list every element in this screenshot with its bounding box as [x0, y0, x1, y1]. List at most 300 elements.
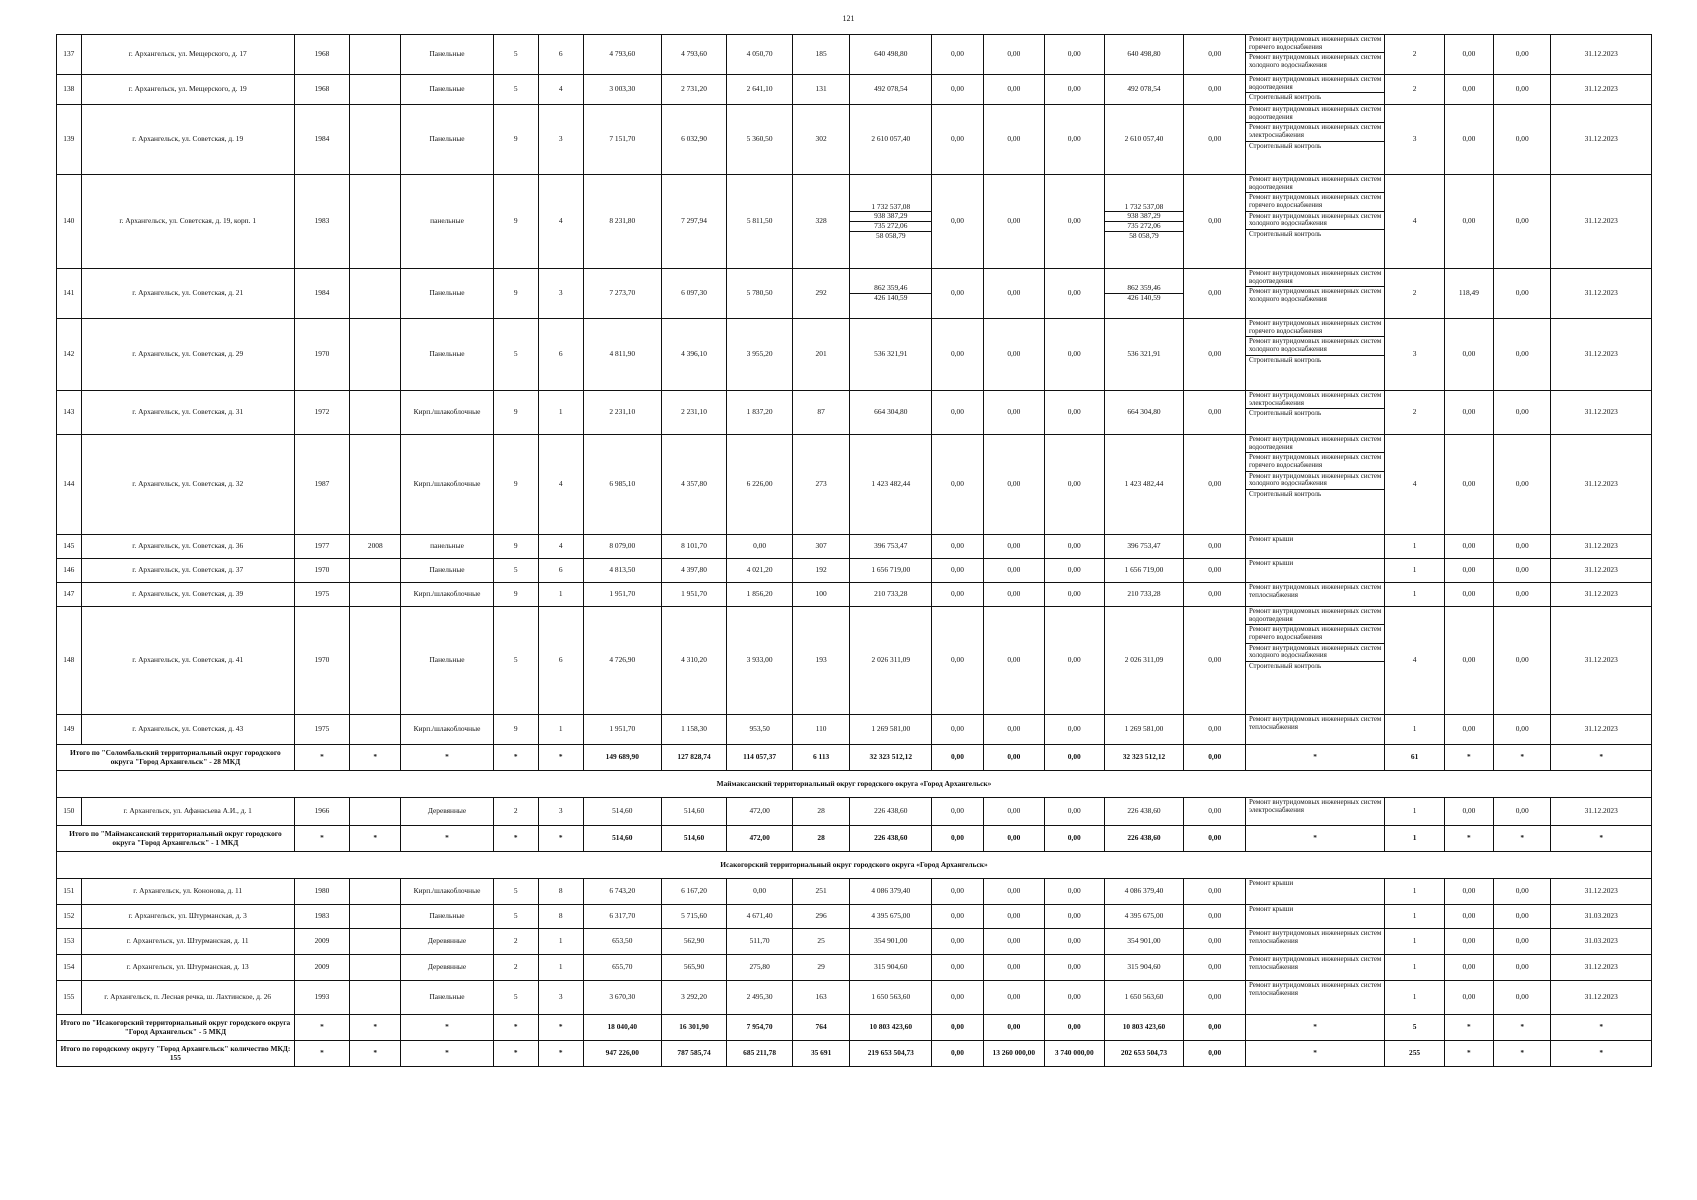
total-regional: 0,00 — [983, 745, 1045, 771]
entrances: 4 — [538, 535, 583, 559]
work-count: 2 — [1385, 35, 1444, 75]
total-label: Итого по "Соломбальский территориальный округ городского округа "Город Архангельск" - 28 МКД — [57, 745, 295, 771]
work-types: Ремонт внутридомовых инженерных систем горячего водоснабжения Ремонт внутридомовых инженерных систем холодного водоснабжения Строительный контроль — [1245, 319, 1384, 391]
other-funds: 0,00 — [1184, 175, 1246, 269]
unit-cost: 0,00 — [1444, 435, 1493, 535]
total-area: 7 273,70 — [583, 269, 661, 319]
wall-material: Панельные — [401, 607, 493, 715]
total-area: 7 151,70 — [583, 105, 661, 175]
row-number: 139 — [57, 105, 82, 175]
address: г. Архангельск, ул. Советская, д. 41 — [81, 607, 294, 715]
wall-material: Кирп./шлакоблочные — [401, 879, 493, 905]
build-year: 1984 — [294, 269, 349, 319]
residents: 100 — [792, 583, 849, 607]
last-repair-year — [350, 879, 401, 905]
floors: 5 — [493, 879, 538, 905]
regional-budget: 0,00 — [983, 905, 1045, 929]
work-types: Ремонт внутридомовых инженерных систем теплоснабжения — [1245, 929, 1384, 955]
owners-funds: 4 395 675,00 — [1104, 905, 1184, 929]
total-area: 947 226,00 — [583, 1041, 661, 1067]
residential-area: 5 780,50 — [727, 269, 793, 319]
unit-cost: 0,00 — [1444, 798, 1493, 826]
entrances: 4 — [538, 75, 583, 105]
total-placeholder: * — [493, 745, 538, 771]
total-local: 0,00 — [1045, 826, 1104, 852]
table-row — [57, 35, 1652, 75]
regional-budget: 0,00 — [983, 435, 1045, 535]
row-number: 149 — [57, 715, 82, 745]
wall-material: Панельные — [401, 905, 493, 929]
build-year: 1975 — [294, 715, 349, 745]
total-residential-area: 7 954,70 — [727, 1015, 793, 1041]
local-budget: 0,00 — [1045, 75, 1104, 105]
work-types: Ремонт внутридомовых инженерных систем водоотведения Ремонт внутридомовых инженерных систем холодного водоснабжения — [1245, 269, 1384, 319]
local-budget: 0,00 — [1045, 391, 1104, 435]
unit-cost: 0,00 — [1444, 715, 1493, 745]
total-placeholder: * — [294, 826, 349, 852]
unit-cost: 0,00 — [1444, 105, 1493, 175]
total-area: 4 813,50 — [583, 559, 661, 583]
row-number: 138 — [57, 75, 82, 105]
repair-cost: 1 732 537,08 938 387,29 735 272,06 58 058,79 — [850, 175, 932, 269]
total-placeholder: * — [1551, 826, 1652, 852]
unit-cost: 0,00 — [1444, 35, 1493, 75]
total-placeholder: * — [294, 745, 349, 771]
total-premises-area: 787 585,74 — [661, 1041, 727, 1067]
address: г. Архангельск, ул. Штурманская, д. 11 — [81, 929, 294, 955]
fund-support: 0,00 — [932, 391, 983, 435]
regional-budget: 0,00 — [983, 535, 1045, 559]
limit-cost: 0,00 — [1494, 583, 1551, 607]
total-placeholder: * — [1444, 1015, 1493, 1041]
fund-support: 0,00 — [932, 105, 983, 175]
premises-area: 4 357,80 — [661, 435, 727, 535]
entrances: 3 — [538, 798, 583, 826]
deadline: 31.12.2023 — [1551, 607, 1652, 715]
fund-support: 0,00 — [932, 798, 983, 826]
address: г. Архангельск, ул. Советская, д. 32 — [81, 435, 294, 535]
address: г. Архангельск, ул. Советская, д. 43 — [81, 715, 294, 745]
work-types: Ремонт внутридомовых инженерных систем водоотведения Ремонт внутридомовых инженерных систем горячего водоснабжения Ремонт внутридомовых инженерных систем холодного водоснабжения Строительный контроль — [1245, 607, 1384, 715]
total-area: 6 317,70 — [583, 905, 661, 929]
last-repair-year — [350, 929, 401, 955]
build-year: 1966 — [294, 798, 349, 826]
fund-support: 0,00 — [932, 607, 983, 715]
deadline: 31.12.2023 — [1551, 269, 1652, 319]
owners-funds: 1 269 581,00 — [1104, 715, 1184, 745]
row-number: 141 — [57, 269, 82, 319]
work-count: 3 — [1385, 319, 1444, 391]
table-row — [57, 879, 1652, 905]
total-placeholder: * — [1444, 1041, 1493, 1067]
table-row — [57, 905, 1652, 929]
total-residents: 6 113 — [792, 745, 849, 771]
limit-cost: 0,00 — [1494, 535, 1551, 559]
residential-area: 472,00 — [727, 798, 793, 826]
regional-budget: 0,00 — [983, 798, 1045, 826]
total-residential-area: 114 057,37 — [727, 745, 793, 771]
total-placeholder: * — [294, 1015, 349, 1041]
work-count: 1 — [1385, 981, 1444, 1015]
deadline: 31.12.2023 — [1551, 955, 1652, 981]
other-funds: 0,00 — [1184, 715, 1246, 745]
owners-funds: 210 733,28 — [1104, 583, 1184, 607]
wall-material: Панельные — [401, 75, 493, 105]
total-work-count: 61 — [1385, 745, 1444, 771]
residents: 110 — [792, 715, 849, 745]
limit-cost: 0,00 — [1494, 175, 1551, 269]
total-residents: 35 691 — [792, 1041, 849, 1067]
work-count: 4 — [1385, 607, 1444, 715]
limit-cost: 0,00 — [1494, 35, 1551, 75]
total-other: 0,00 — [1184, 1041, 1246, 1067]
table-row — [57, 607, 1652, 715]
address: г. Архангельск, ул. Советская, д. 19 — [81, 105, 294, 175]
floors: 5 — [493, 35, 538, 75]
regional-budget: 0,00 — [983, 583, 1045, 607]
total-fund: 0,00 — [932, 826, 983, 852]
unit-cost: 0,00 — [1444, 583, 1493, 607]
owners-funds: 226 438,60 — [1104, 798, 1184, 826]
premises-area: 4 397,80 — [661, 559, 727, 583]
fund-support: 0,00 — [932, 319, 983, 391]
other-funds: 0,00 — [1184, 905, 1246, 929]
limit-cost: 0,00 — [1494, 955, 1551, 981]
build-year: 1968 — [294, 75, 349, 105]
limit-cost: 0,00 — [1494, 607, 1551, 715]
row-number: 137 — [57, 35, 82, 75]
last-repair-year — [350, 583, 401, 607]
last-repair-year — [350, 319, 401, 391]
repair-cost: 396 753,47 — [850, 535, 932, 559]
residential-area: 4 671,40 — [727, 905, 793, 929]
limit-cost: 0,00 — [1494, 435, 1551, 535]
owners-funds: 492 078,54 — [1104, 75, 1184, 105]
total-label: Итого по "Исакогорский территориальный округ городского округа "Город Архангельск" - 5 МКД — [57, 1015, 295, 1041]
repair-cost: 315 904,60 — [850, 955, 932, 981]
last-repair-year — [350, 175, 401, 269]
build-year: 1980 — [294, 879, 349, 905]
work-count: 4 — [1385, 435, 1444, 535]
total-area: 653,50 — [583, 929, 661, 955]
address: г. Архангельск, ул. Советская, д. 19, корп. 1 — [81, 175, 294, 269]
unit-cost: 0,00 — [1444, 75, 1493, 105]
residents: 163 — [792, 981, 849, 1015]
table-row — [57, 583, 1652, 607]
build-year: 2009 — [294, 929, 349, 955]
other-funds: 0,00 — [1184, 981, 1246, 1015]
total-row — [57, 826, 1652, 852]
residential-area: 3 933,00 — [727, 607, 793, 715]
deadline: 31.12.2023 — [1551, 583, 1652, 607]
build-year: 1970 — [294, 559, 349, 583]
deadline: 31.12.2023 — [1551, 391, 1652, 435]
owners-funds: 1 732 537,08 938 387,29 735 272,06 58 058,79 — [1104, 175, 1184, 269]
fund-support: 0,00 — [932, 981, 983, 1015]
table-row — [57, 981, 1652, 1015]
limit-cost: 0,00 — [1494, 391, 1551, 435]
premises-area: 3 292,20 — [661, 981, 727, 1015]
other-funds: 0,00 — [1184, 269, 1246, 319]
owners-funds: 640 498,80 — [1104, 35, 1184, 75]
work-types: Ремонт внутридомовых инженерных систем теплоснабжения — [1245, 715, 1384, 745]
total-placeholder: * — [350, 826, 401, 852]
total-owners: 10 803 423,60 — [1104, 1015, 1184, 1041]
residential-area: 1 837,20 — [727, 391, 793, 435]
floors: 9 — [493, 105, 538, 175]
other-funds: 0,00 — [1184, 583, 1246, 607]
total-placeholder: * — [401, 826, 493, 852]
limit-cost: 0,00 — [1494, 105, 1551, 175]
unit-cost: 118,49 — [1444, 269, 1493, 319]
owners-funds: 664 304,80 — [1104, 391, 1184, 435]
residents: 29 — [792, 955, 849, 981]
total-placeholder: * — [1245, 745, 1384, 771]
entrances: 4 — [538, 435, 583, 535]
work-count: 4 — [1385, 175, 1444, 269]
other-funds: 0,00 — [1184, 798, 1246, 826]
wall-material: Панельные — [401, 35, 493, 75]
work-count: 3 — [1385, 105, 1444, 175]
floors: 9 — [493, 583, 538, 607]
limit-cost: 0,00 — [1494, 929, 1551, 955]
fund-support: 0,00 — [932, 559, 983, 583]
entrances: 1 — [538, 955, 583, 981]
total-placeholder: * — [538, 826, 583, 852]
total-area: 514,60 — [583, 826, 661, 852]
local-budget: 0,00 — [1045, 319, 1104, 391]
work-count: 2 — [1385, 391, 1444, 435]
last-repair-year — [350, 955, 401, 981]
fund-support: 0,00 — [932, 35, 983, 75]
total-area: 18 040,40 — [583, 1015, 661, 1041]
row-number: 152 — [57, 905, 82, 929]
work-types: Ремонт внутридомовых инженерных систем водоотведения Ремонт внутридомовых инженерных систем электроснабжения Строительный контроль — [1245, 105, 1384, 175]
table-row — [57, 105, 1652, 175]
fund-support: 0,00 — [932, 583, 983, 607]
total-work-count: 5 — [1385, 1015, 1444, 1041]
total-placeholder: * — [1245, 1015, 1384, 1041]
row-number: 143 — [57, 391, 82, 435]
address: г. Архангельск, ул. Советская, д. 29 — [81, 319, 294, 391]
total-other: 0,00 — [1184, 1015, 1246, 1041]
deadline: 31.12.2023 — [1551, 715, 1652, 745]
row-number: 151 — [57, 879, 82, 905]
premises-area: 6 167,20 — [661, 879, 727, 905]
unit-cost: 0,00 — [1444, 607, 1493, 715]
residential-area: 5 811,50 — [727, 175, 793, 269]
table-body — [57, 35, 1652, 1067]
total-residents: 764 — [792, 1015, 849, 1041]
total-residential-area: 685 211,78 — [727, 1041, 793, 1067]
total-area: 514,60 — [583, 798, 661, 826]
total-placeholder: * — [493, 1015, 538, 1041]
total-placeholder: * — [294, 1041, 349, 1067]
table-row — [57, 319, 1652, 391]
table-row — [57, 929, 1652, 955]
address: г. Архангельск, ул. Мещерского, д. 19 — [81, 75, 294, 105]
regional-budget: 0,00 — [983, 955, 1045, 981]
other-funds: 0,00 — [1184, 75, 1246, 105]
residents: 201 — [792, 319, 849, 391]
wall-material: Кирп./шлакоблочные — [401, 715, 493, 745]
last-repair-year — [350, 905, 401, 929]
total-placeholder: * — [538, 1041, 583, 1067]
unit-cost: 0,00 — [1444, 879, 1493, 905]
total-area: 2 231,10 — [583, 391, 661, 435]
last-repair-year: 2008 — [350, 535, 401, 559]
total-area: 8 231,80 — [583, 175, 661, 269]
total-placeholder: * — [1444, 826, 1493, 852]
other-funds: 0,00 — [1184, 879, 1246, 905]
address: г. Архангельск, ул. Советская, д. 36 — [81, 535, 294, 559]
work-types: Ремонт внутридомовых инженерных систем водоотведения Строительный контроль — [1245, 75, 1384, 105]
unit-cost: 0,00 — [1444, 319, 1493, 391]
local-budget: 0,00 — [1045, 175, 1104, 269]
address: г. Архангельск, ул. Мещерского, д. 17 — [81, 35, 294, 75]
owners-funds: 1 650 563,60 — [1104, 981, 1184, 1015]
fund-support: 0,00 — [932, 879, 983, 905]
entrances: 3 — [538, 105, 583, 175]
entrances: 6 — [538, 559, 583, 583]
residents: 28 — [792, 798, 849, 826]
fund-support: 0,00 — [932, 269, 983, 319]
regional-budget: 0,00 — [983, 269, 1045, 319]
fund-support: 0,00 — [932, 75, 983, 105]
table-row — [57, 175, 1652, 269]
total-cost: 226 438,60 — [850, 826, 932, 852]
unit-cost: 0,00 — [1444, 391, 1493, 435]
row-number: 146 — [57, 559, 82, 583]
total-regional: 0,00 — [983, 1015, 1045, 1041]
work-count: 1 — [1385, 583, 1444, 607]
table-row — [57, 269, 1652, 319]
deadline: 31.12.2023 — [1551, 75, 1652, 105]
build-year: 1983 — [294, 905, 349, 929]
build-year: 1970 — [294, 319, 349, 391]
residential-area: 511,70 — [727, 929, 793, 955]
fund-support: 0,00 — [932, 955, 983, 981]
row-number: 148 — [57, 607, 82, 715]
total-placeholder: * — [350, 1015, 401, 1041]
build-year: 1984 — [294, 105, 349, 175]
build-year: 1993 — [294, 981, 349, 1015]
total-placeholder: * — [1551, 1015, 1652, 1041]
entrances: 4 — [538, 175, 583, 269]
total-area: 4 811,90 — [583, 319, 661, 391]
total-cost: 32 323 512,12 — [850, 745, 932, 771]
row-number: 153 — [57, 929, 82, 955]
repair-cost: 226 438,60 — [850, 798, 932, 826]
owners-funds: 862 359,46 426 140,59 — [1104, 269, 1184, 319]
unit-cost: 0,00 — [1444, 929, 1493, 955]
row-number: 145 — [57, 535, 82, 559]
floors: 9 — [493, 435, 538, 535]
total-placeholder: * — [493, 826, 538, 852]
total-fund: 0,00 — [932, 1041, 983, 1067]
deadline: 31.12.2023 — [1551, 798, 1652, 826]
table-row — [57, 559, 1652, 583]
program-table-sheet — [56, 34, 1652, 1067]
total-row — [57, 1015, 1652, 1041]
last-repair-year — [350, 435, 401, 535]
address: г. Архангельск, ул. Кононова, д. 11 — [81, 879, 294, 905]
total-placeholder: * — [401, 1015, 493, 1041]
floors: 5 — [493, 981, 538, 1015]
premises-area: 7 297,94 — [661, 175, 727, 269]
total-premises-area: 16 301,90 — [661, 1015, 727, 1041]
deadline: 31.12.2023 — [1551, 319, 1652, 391]
total-label: Итого по "Маймаксанский территориальный округ городского округа "Город Архангельск" - 1 МКД — [57, 826, 295, 852]
premises-area: 2 731,20 — [661, 75, 727, 105]
work-count: 1 — [1385, 955, 1444, 981]
wall-material: Панельные — [401, 559, 493, 583]
regional-budget: 0,00 — [983, 75, 1045, 105]
build-year: 1975 — [294, 583, 349, 607]
residents: 307 — [792, 535, 849, 559]
regional-budget: 0,00 — [983, 981, 1045, 1015]
deadline: 31.12.2023 — [1551, 105, 1652, 175]
total-placeholder: * — [1494, 745, 1551, 771]
repair-cost: 664 304,80 — [850, 391, 932, 435]
total-placeholder: * — [493, 1041, 538, 1067]
regional-budget: 0,00 — [983, 35, 1045, 75]
floors: 9 — [493, 535, 538, 559]
last-repair-year — [350, 269, 401, 319]
unit-cost: 0,00 — [1444, 981, 1493, 1015]
entrances: 3 — [538, 981, 583, 1015]
work-types: Ремонт внутридомовых инженерных систем теплоснабжения — [1245, 583, 1384, 607]
total-area: 3 670,30 — [583, 981, 661, 1015]
total-cost: 10 803 423,60 — [850, 1015, 932, 1041]
program-table — [56, 34, 1652, 1067]
last-repair-year — [350, 391, 401, 435]
unit-cost: 0,00 — [1444, 535, 1493, 559]
total-regional: 0,00 — [983, 826, 1045, 852]
build-year: 1987 — [294, 435, 349, 535]
total-placeholder: * — [401, 745, 493, 771]
local-budget: 0,00 — [1045, 435, 1104, 535]
total-area: 4 726,90 — [583, 607, 661, 715]
residential-area: 2 641,10 — [727, 75, 793, 105]
residents: 193 — [792, 607, 849, 715]
residential-area: 3 955,20 — [727, 319, 793, 391]
deadline: 31.03.2023 — [1551, 905, 1652, 929]
other-funds: 0,00 — [1184, 929, 1246, 955]
repair-cost: 492 078,54 — [850, 75, 932, 105]
floors: 5 — [493, 559, 538, 583]
last-repair-year — [350, 35, 401, 75]
total-regional: 13 260 000,00 — [983, 1041, 1045, 1067]
other-funds: 0,00 — [1184, 607, 1246, 715]
total-premises-area: 514,60 — [661, 826, 727, 852]
address: г. Архангельск, ул. Советская, д. 31 — [81, 391, 294, 435]
total-area: 3 003,30 — [583, 75, 661, 105]
local-budget: 0,00 — [1045, 35, 1104, 75]
residential-area: 2 495,30 — [727, 981, 793, 1015]
deadline: 31.12.2023 — [1551, 35, 1652, 75]
fund-support: 0,00 — [932, 929, 983, 955]
repair-cost: 536 321,91 — [850, 319, 932, 391]
address: г. Архангельск, ул. Советская, д. 21 — [81, 269, 294, 319]
floors: 9 — [493, 715, 538, 745]
total-row — [57, 1041, 1652, 1067]
unit-cost: 0,00 — [1444, 175, 1493, 269]
floors: 2 — [493, 955, 538, 981]
residents: 251 — [792, 879, 849, 905]
residents: 296 — [792, 905, 849, 929]
work-count: 1 — [1385, 879, 1444, 905]
